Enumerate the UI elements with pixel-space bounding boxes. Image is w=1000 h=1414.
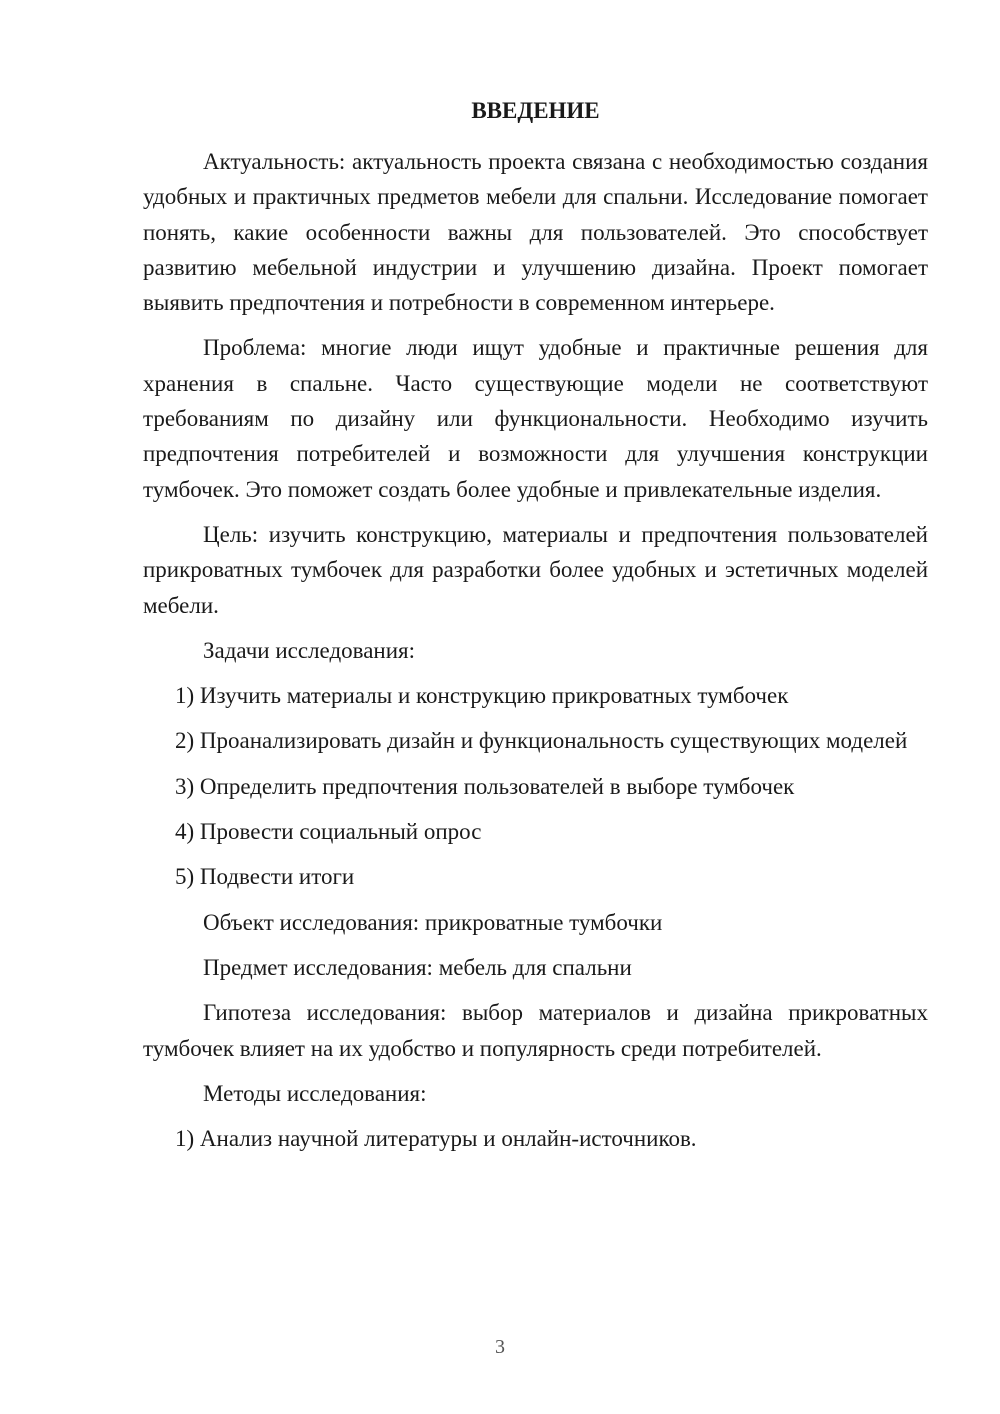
section-title: ВВЕДЕНИЕ: [471, 98, 600, 123]
task-item: 5) Подвести итоги: [175, 864, 355, 890]
hypothesis-paragraph: Гипотеза исследования: выбор материалов и дизайна прикроватных тумбочек влияет на их удобство и популярность среди потребителей.: [143, 1000, 928, 1061]
object-paragraph: Объект исследования: прикроватные тумбочки: [203, 909, 663, 935]
tasks-heading: Задачи исследования:: [203, 637, 416, 663]
task-item: 3) Определить предпочтения пользователей в выборе тумбочек: [175, 773, 795, 799]
goal-paragraph: Цель: изучить конструкцию, материалы и предпочтения пользователей прикроватных тумбочек для разработки более удобных и эстетичных моделей мебели.: [143, 521, 928, 618]
task-item: 4) Провести социальный опрос: [175, 819, 482, 845]
task-item: 2) Проанализировать дизайн и функциональность существующих моделей: [175, 728, 908, 754]
problem-paragraph: Проблема: многие люди ищут удобные и практичные решения для хранения в спальне. Часто существующие модели не соответствуют требованиям по дизайну или функциональности. Необходимо изучить предпочтения потребителей и возможности для улучшения конструкции тумбочек. Это поможет создать более удобные и привлекательные изделия.: [143, 335, 928, 502]
method-item: 1) Анализ научной литературы и онлайн-источников.: [175, 1126, 697, 1152]
relevance-paragraph: Актуальность: актуальность проекта связана с необходимостью создания удобных и практичных предметов мебели для спальни. Исследование помогает понять, какие особенности важны для пользователей. Это способствует развитию мебельной индустрии и улучшению дизайна. Проект помогает выявить предпочтения и потребности в современном интерьере.: [143, 149, 928, 316]
task-item: 1) Изучить материалы и конструкцию прикроватных тумбочек: [175, 683, 789, 709]
methods-heading: Методы исследования:: [203, 1080, 427, 1106]
subject-paragraph: Предмет исследования: мебель для спальни: [203, 954, 632, 980]
page-number: 3: [495, 1336, 505, 1358]
